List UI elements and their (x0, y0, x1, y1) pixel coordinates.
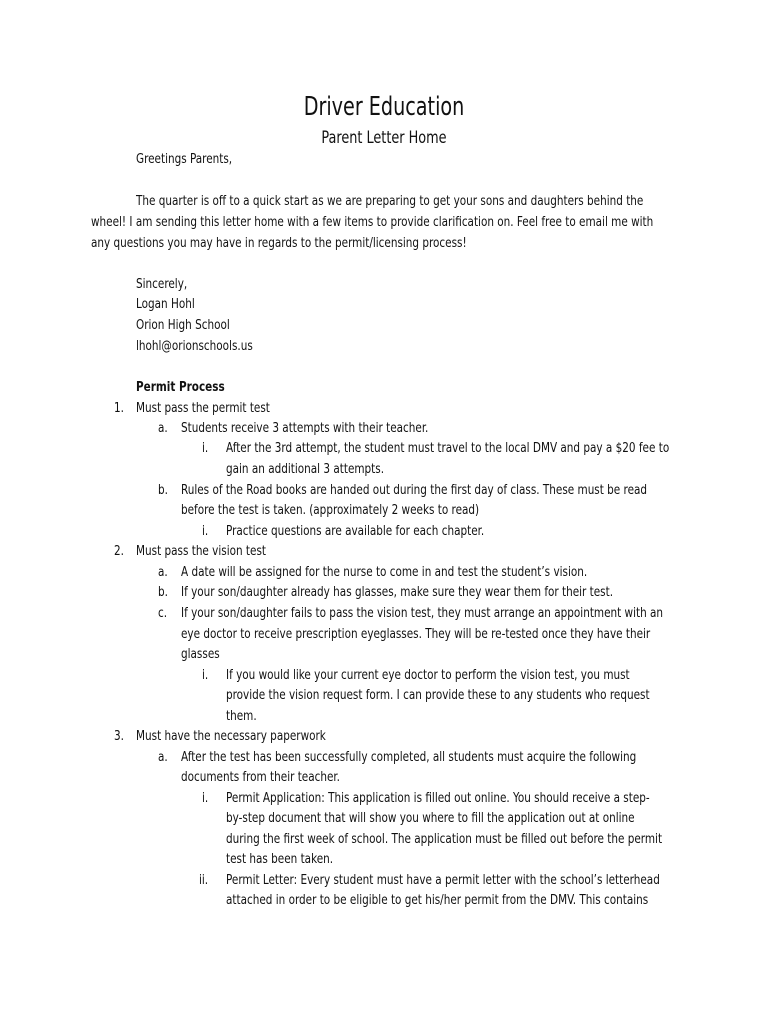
intro-line: any questions you may have in regards to the permit/licensing process! (91, 235, 467, 251)
document-subtitle: Parent Letter Home (321, 128, 447, 148)
intro-line: wheel! I am sending this letter home with a few items to provide clarification on. Feel free to email me with (91, 214, 654, 230)
list-item-text: documents from their teacher. (181, 769, 340, 785)
list-item-text: attached in order to be eligible to get his/her permit from the DMV. This contains (226, 892, 649, 908)
list-marker: b. (158, 482, 168, 498)
list-item-text: Must pass the vision test (136, 543, 266, 559)
list-item-text: A date will be assigned for the nurse to come in and test the student’s vision. (181, 564, 588, 580)
list-marker: a. (158, 420, 168, 436)
signature-name: Logan Hohl (136, 296, 195, 312)
document-title: Driver Education (303, 92, 465, 122)
list-marker: a. (158, 749, 168, 765)
list-item-text: gain an additional 3 attempts. (226, 461, 385, 477)
list-item-text: If your son/daughter fails to pass the vision test, they must arrange an appointment with an (181, 605, 664, 621)
list-item-text: After the test has been successfully completed, all students must acquire the following (181, 749, 637, 765)
list-item-text: provide the vision request form. I can provide these to any students who request (226, 687, 650, 703)
list-item-text: If your son/daughter already has glasses, make sure they wear them for their test. (181, 584, 614, 600)
list-item-text: Practice questions are available for each chapter. (226, 523, 485, 539)
list-item-text: Permit Letter: Every student must have a permit letter with the school’s letterhead (226, 872, 660, 888)
list-item-text: them. (226, 708, 257, 724)
list-marker: 3. (114, 728, 124, 744)
list-marker: 1. (114, 400, 124, 416)
section-heading: Permit Process (136, 379, 225, 395)
list-item-text: After the 3rd attempt, the student must travel to the local DMV and pay a $20 fee to (226, 440, 670, 456)
list-marker: i. (202, 667, 209, 683)
list-marker: 2. (114, 543, 124, 559)
list-item-text: Must pass the permit test (136, 400, 270, 416)
greeting: Greetings Parents, (136, 151, 233, 167)
list-item-text: before the test is taken. (approximately 2 weeks to read) (181, 502, 480, 518)
list-item-text: Students receive 3 attempts with their teacher. (181, 420, 429, 436)
signature-email: lhohl@orionschools.us (136, 338, 253, 354)
list-item-text: If you would like your current eye doctor to perform the vision test, you must (226, 667, 630, 683)
list-item-text: by-step document that will show you where to fill the application out at online (226, 810, 635, 826)
list-item-text: eye doctor to receive prescription eyeglasses. They will be re-tested once they have their (181, 626, 651, 642)
list-marker: c. (158, 605, 168, 621)
list-marker: i. (202, 440, 209, 456)
signature-closing: Sincerely, (136, 276, 188, 292)
list-marker: i. (202, 523, 209, 539)
list-marker: a. (158, 564, 168, 580)
list-marker: b. (158, 584, 168, 600)
list-item-text: test has been taken. (226, 851, 334, 867)
list-marker: ii. (199, 872, 209, 888)
list-item-text: Rules of the Road books are handed out during the first day of class. These must be read (181, 482, 648, 498)
signature-school: Orion High School (136, 317, 230, 333)
list-item-text: during the first week of school. The application must be filled out before the permit (226, 831, 663, 847)
list-item-text: glasses (181, 646, 220, 662)
list-item-text: Must have the necessary paperwork (136, 728, 326, 744)
list-marker: i. (202, 790, 209, 806)
intro-line: The quarter is off to a quick start as we are preparing to get your sons and daughters behind the (136, 193, 644, 209)
list-item-text: Permit Application: This application is filled out online. You should receive a step- (226, 790, 650, 806)
